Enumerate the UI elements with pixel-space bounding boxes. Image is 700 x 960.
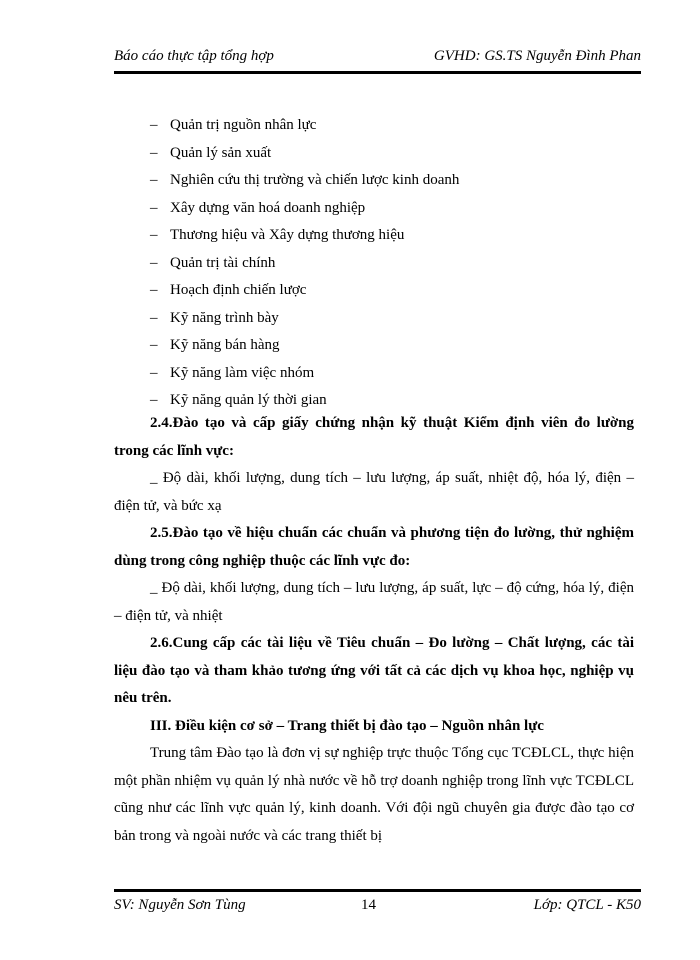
section-2-6-heading: 2.6.Cung cấp các tài liệu về Tiêu chuẩn – Đo lường – Chất lượng, các tài liệu đào tạo và tham khảo tương ứng với tất cả các dịch vụ khoa học, nghiệp vụ nêu trên. — [114, 635, 634, 706]
main-content — [114, 410, 634, 850]
dash-bullet: – — [150, 254, 158, 271]
page-number: 14 — [361, 897, 376, 913]
dash-bullet: – — [150, 392, 158, 408]
dash-bullet: – — [150, 282, 158, 298]
section-2-4-heading: 2.4.Đào tạo và cấp giấy chứng nhận kỹ thuật Kiểm định viên đo lường trong các lĩnh vực: — [114, 415, 634, 459]
dash-bullet: – — [150, 364, 158, 381]
list-item-text: Quản trị tài chính — [170, 254, 276, 271]
section-2-5-fields: _ Độ dài, khối lượng, dung tích – lưu lượng, áp suất, lực – độ cứng, hóa lý, điện – điện tử, và nhiệt — [114, 580, 634, 624]
section-3-heading: III. Điều kiện cơ sở – Trang thiết bị đào tạo – Nguồn nhân lực — [150, 717, 544, 734]
dash-bullet: – — [150, 117, 158, 133]
header-report-title: Báo cáo thực tập tổng hợp — [114, 48, 274, 64]
dash-bullet: – — [150, 172, 158, 188]
section-2-4-fields: _ Độ dài, khối lượng, dung tích – lưu lượng, áp suất, nhiệt độ, hóa lý, điện – điện tử, và bức xạ — [114, 470, 634, 514]
footer-rule — [114, 889, 641, 892]
section-2-5-heading: 2.5.Đào tạo về hiệu chuẩn các chuẩn và phương tiện đo lường, thử nghiệm dùng trong công nghiệp thuộc các lĩnh vực đo: — [114, 525, 634, 569]
page-header — [114, 45, 641, 67]
list-item-text: Thương hiệu và Xây dựng thương hiệu — [170, 227, 405, 243]
list-item-text: Kỹ năng làm việc nhóm — [170, 364, 315, 381]
list-item-text: Hoạch định chiến lược — [170, 282, 307, 298]
dash-bullet: – — [150, 337, 158, 353]
dash-bullet: – — [150, 227, 158, 243]
list-item-text: Nghiên cứu thị trường và chiến lược kinh doanh — [170, 172, 460, 188]
footer-student-name: SV: Nguyễn Sơn Tùng — [114, 897, 246, 913]
header-supervisor: GVHD: GS.TS Nguyễn Đình Phan — [433, 48, 641, 64]
dash-bullet: – — [150, 144, 158, 161]
header-rule — [114, 71, 641, 74]
dash-bullet: – — [150, 309, 158, 326]
list-item-text: Kỹ năng bán hàng — [170, 337, 280, 353]
section-3-paragraph: Trung tâm Đào tạo là đơn vị sự nghiệp trực thuộc Tổng cục TCĐLCL, thực hiện một phần nhiệm vụ quản lý nhà nước về hỗ trợ doanh nghiệp trong lĩnh vực TCĐLCL cũng như các lĩnh vực quản lý, kinh doanh. Với đội ngũ chuyên gia được đào tạo cơ bản trong và ngoài nước và các trang thiết bị — [114, 745, 634, 844]
list-item-text: Kỹ năng trình bày — [170, 309, 279, 326]
list-item-text: Quản trị nguồn nhân lực — [170, 117, 317, 133]
list-item-text: Xây dựng văn hoá doanh nghiệp — [170, 199, 366, 216]
dash-bullet: – — [150, 199, 158, 216]
footer-class: Lớp: QTCL - K50 — [533, 897, 641, 913]
list-item-text: Quản lý sản xuất — [170, 144, 272, 161]
list-item-text: Kỹ năng quản lý thời gian — [170, 392, 327, 408]
page-footer — [114, 894, 641, 916]
